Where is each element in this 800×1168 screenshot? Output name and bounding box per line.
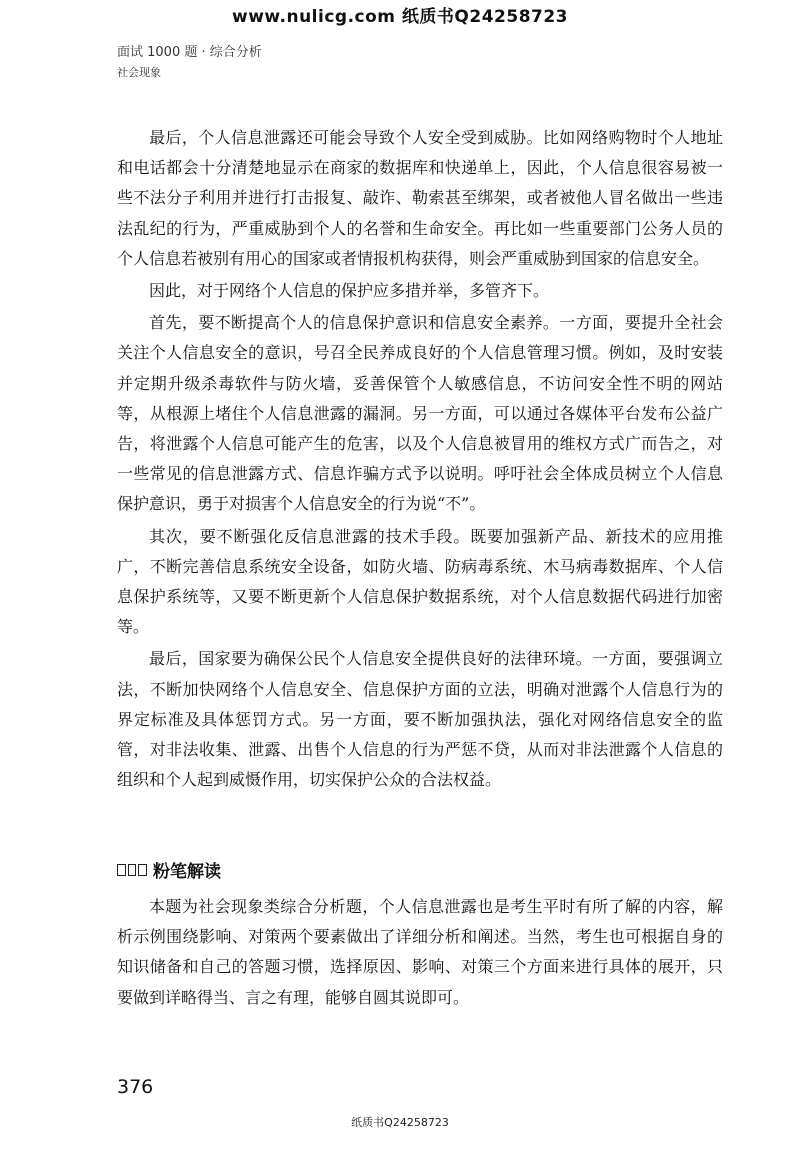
paragraph: 首先，要不断提高个人的信息保护意识和信息安全素养。一方面，要提升全社会关注个人信息安全的意识，号召全民养成良好的个人信息管理习惯。例如，及时安装并定期升级杀毒软件与防火墙，妥善保管个人敏感信息，不访问安全性不明的网站等，从根源上堵住个人信息泄露的漏洞。另一方面，可以通过各媒体平台发布公益广告，将泄露个人信息可能产生的危害，以及个人信息被冒用的维权方式广而告之，对一些常见的信息泄露方式、信息诈骗方式予以说明。呼吁社会全体成员树立个人信息保护意识，勇于对损害个人信息安全的行为说“不”。 — [117, 313, 723, 514]
running-head — [117, 44, 262, 81]
analysis-title: 粉笔解读 — [153, 862, 221, 882]
analysis-text — [117, 892, 723, 1013]
analysis-paragraph: 本题为社会现象类综合分析题，个人信息泄露也是考生平时有所了解的内容，解析示例围绕影响、对策两个要素做出了详细分析和阐述。当然，考生也可根据自身的知识储备和自己的答题习惯，选择原因、影响、对策三个方面来进行具体的展开，只要做到详略得当、言之有理，能够自圆其说即可。 — [117, 897, 723, 1007]
paragraph: 因此，对于网络个人信息的保护应多措并举，多管齐下。 — [149, 281, 550, 301]
top-watermark: www.nulicg.com 纸质书Q24258723 — [231, 7, 569, 27]
paragraph: 最后，个人信息泄露还可能会导致个人安全受到威胁。比如网络购物时个人地址和电话都会十分清楚地显示在商家的数据库和快递单上，因此，个人信息很容易被一些不法分子利用并进行打击报复、敲诈、勒索甚至绑架，或者被他人冒名做出一些违法乱纪的行为，严重威胁到个人的名誉和生命安全。再比如一些重要部门公务人员的个人信息若被别有用心的国家或者情报机构获得，则会严重威胁到国家的信息安全。 — [117, 128, 723, 268]
book-title: 面试 1000 题 · 综合分析 — [117, 45, 262, 60]
paragraph: 其次，要不断强化反信息泄露的技术手段。既要加强新产品、新技术的应用推广，不断完善信息系统安全设备，如防火墙、防病毒系统、木马病毒数据库、个人信息保护系统等，又要不断更新个人信息保护数据系统，对个人信息数据代码进行加密等。 — [117, 526, 723, 637]
page-number: 376 — [117, 1076, 154, 1098]
body-text — [117, 123, 723, 797]
paragraph: 最后，国家要为确保公民个人信息安全提供良好的法律环境。一方面，要强调立法，不断加快网络个人信息安全、信息保护方面的立法，明确对泄露个人信息行为的界定标准及具体惩罚方式。另一方面，要不断加强执法，强化对网络信息安全的监管，对非法收集、泄露、出售个人信息的行为严惩不贷，从而对非法泄露个人信息的组织和个人起到威慑作用，切实保护公众的合法权益。 — [117, 649, 723, 790]
section-marker-icon — [117, 864, 147, 876]
section-name: 社会现象 — [117, 66, 161, 79]
bottom-watermark: 纸质书Q24258723 — [351, 1116, 449, 1129]
analysis-header — [117, 857, 221, 882]
